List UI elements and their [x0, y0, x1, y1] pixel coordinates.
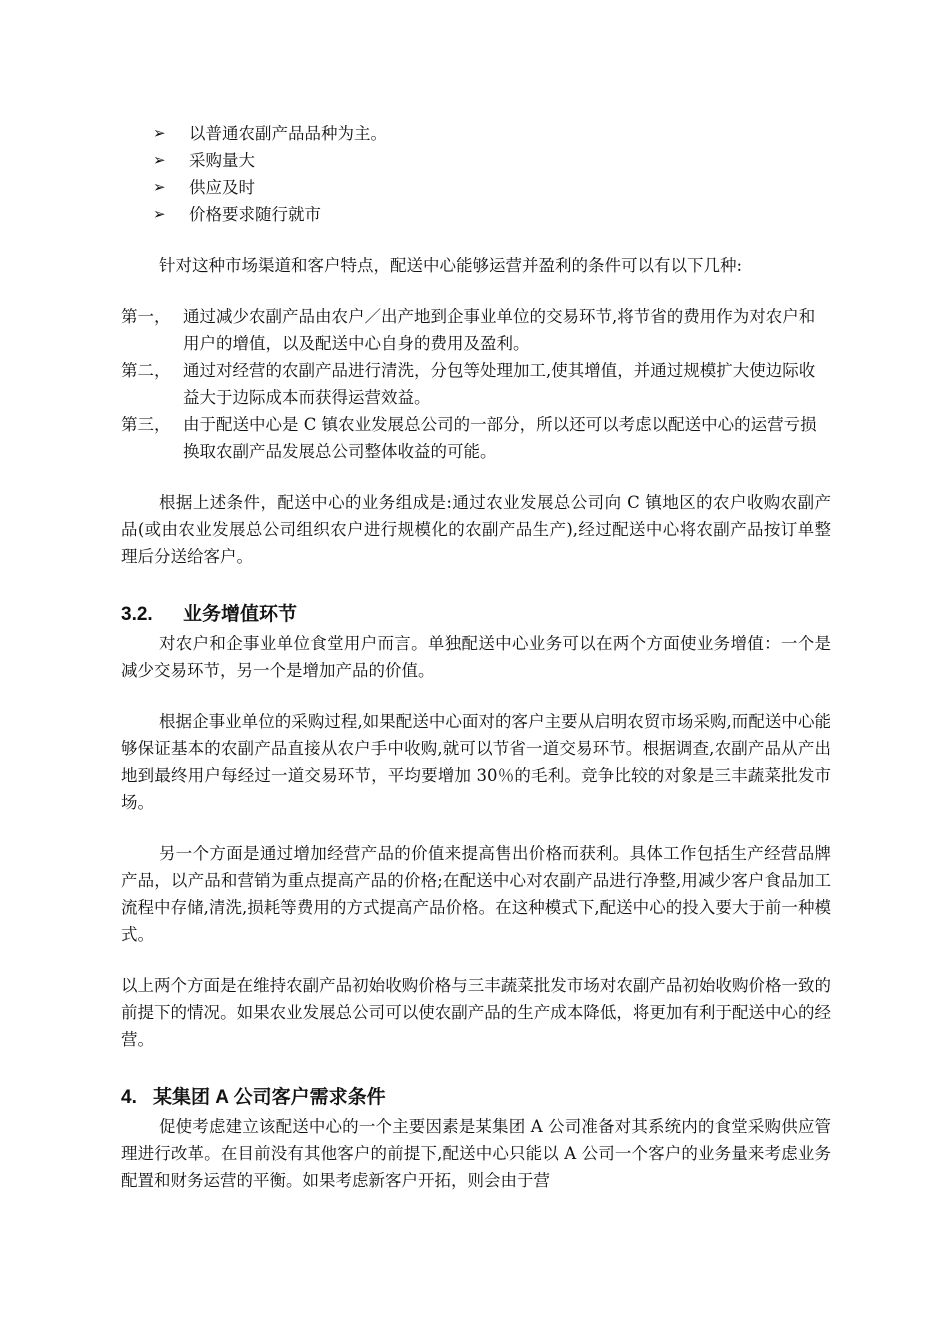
section-title: 某集团 A 公司客户需求条件 [153, 1087, 386, 1108]
condition-label: 第三， [121, 415, 171, 434]
condition-item [121, 303, 831, 357]
summary-paragraph: 以上两个方面是在维持农副产品初始收购价格与三丰蔬菜批发市场对农副产品初始收购价格一致的前提下的情况。如果农业发展总公司可以使农副产品的生产成本降低，将更加有利于配送中心的经营。 [121, 976, 831, 1049]
condition-label: 第一， [121, 307, 171, 326]
bullet-text: 价格要求随行就市 [189, 205, 321, 224]
bullet-item [153, 201, 831, 228]
condition-item [121, 411, 831, 465]
section-title: 业务增值环节 [183, 604, 298, 625]
feature-bullet-list [121, 120, 831, 228]
product-value-paragraph: 另一个方面是通过增加经营产品的价值来提高售出价格而获利。具体工作包括生产经营品牌产品，以产品和营销为重点提高产品的价格;在配送中心对农副产品进行净整,用减少客户食品加工流程中存储,清洗,损耗等费用的方式提高产品价格。在这种模式下,配送中心的投入要大于前一种模式。 [121, 844, 831, 944]
bullet-text: 以普通农副产品品种为主。 [189, 124, 387, 143]
condition-text: 通过减少农副产品由农户／出产地到企事业单位的交易环节,将节省的费用作为对农户和用户的增值，以及配送中心自身的费用及盈利。 [183, 307, 816, 353]
condition-text: 通过对经营的农副产品进行清洗，分包等处理加工,使其增值，并通过规模扩大使边际收益大于边际成本而获得运营效益。 [183, 361, 816, 407]
arrow-bullet-icon: ➢ [153, 124, 166, 142]
bullet-item [153, 120, 831, 147]
procurement-paragraph: 根据企事业单位的采购过程,如果配送中心面对的客户主要从启明农贸市场采购,而配送中心能够保证基本的农副产品直接从农户手中收购,就可以节省一道交易环节。根据调查,农副产品从产出地到最终用户每经过一道交易环节，平均要增加 30％的毛利。竞争比较的对象是三丰蔬菜批发市场。 [121, 712, 831, 812]
condition-item [121, 357, 831, 411]
bullet-item [153, 174, 831, 201]
section-heading-3-2 [121, 600, 831, 630]
section-number: 3.2. [121, 604, 153, 625]
business-composition-paragraph: 根据上述条件，配送中心的业务组成是:通过农业发展总公司向 C 镇地区的农户收购农副产品(或由农业发展总公司组织农户进行规模化的农副产品生产),经过配送中心将农副产品按订单整理后分送给客户。 [121, 493, 831, 566]
bullet-item [153, 147, 831, 174]
condition-text: 由于配送中心是 C 镇农业发展总公司的一部分，所以还可以考虑以配送中心的运营亏损换取农副产品发展总公司整体收益的可能。 [183, 415, 817, 461]
arrow-bullet-icon: ➢ [153, 151, 166, 169]
conditions-list [121, 303, 831, 465]
section-heading-4 [121, 1083, 831, 1113]
arrow-bullet-icon: ➢ [153, 205, 166, 223]
bullet-text: 供应及时 [189, 178, 255, 197]
arrow-bullet-icon: ➢ [153, 178, 166, 196]
section-number: 4. [121, 1087, 137, 1108]
condition-label: 第二， [121, 361, 171, 380]
intro-paragraph: 针对这种市场渠道和客户特点，配送中心能够运营并盈利的条件可以有以下几种: [159, 256, 743, 275]
customer-needs-paragraph: 促使考虑建立该配送中心的一个主要因素是某集团 A 公司准备对其系统内的食堂采购供应管理进行改革。在目前没有其他客户的前提下,配送中心只能以 A 公司一个客户的业务量来考虑业务配置和财务运营的平衡。如果考虑新客户开拓，则会由于营 [121, 1117, 831, 1190]
page-body [121, 120, 831, 1194]
value-add-intro-paragraph: 对农户和企事业单位食堂用户而言。单独配送中心业务可以在两个方面使业务增值：一个是减少交易环节，另一个是增加产品的价值。 [121, 634, 831, 680]
bullet-text: 采购量大 [189, 151, 255, 170]
